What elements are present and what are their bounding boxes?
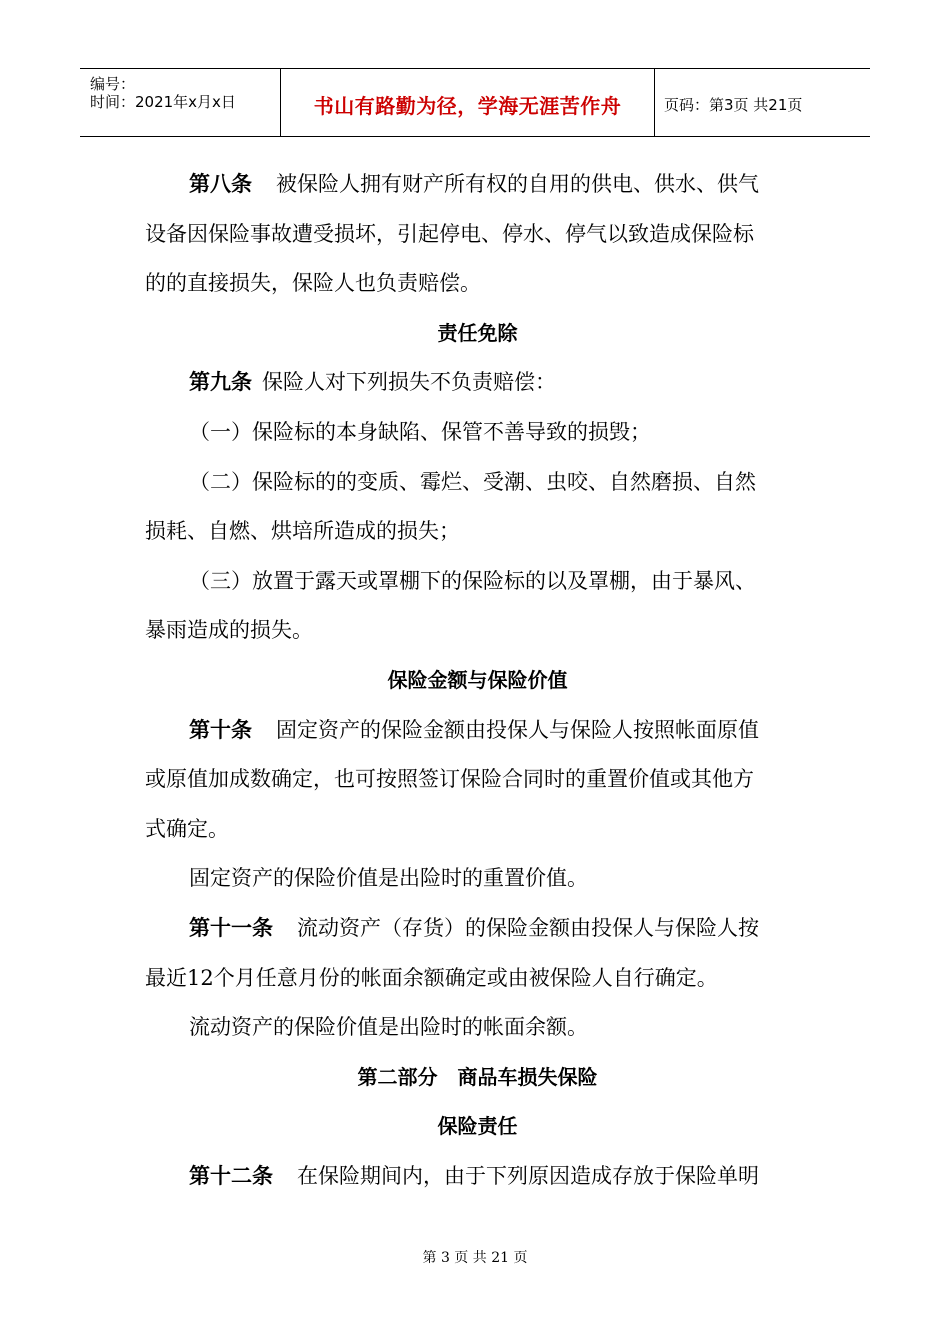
date-label: 时间：2021年x月x日 [90, 93, 236, 111]
page-header [80, 68, 870, 137]
article-8-line-2: 设备因保险事故遭受损坏，引起停电、停水、停气以致造成保险标 [145, 221, 754, 246]
serial-label: 编号： [90, 75, 136, 93]
article-10-line-1 [145, 706, 810, 756]
article-11-title: 第十一条 [189, 915, 273, 940]
article-12-line-1 [145, 1152, 810, 1202]
article-11-line-2: 最近12个月任意月份的帐面余额确定或由被保险人自行确定。 [145, 965, 718, 990]
header-page-cell [654, 69, 870, 138]
paragraph-current-asset-value: 流动资产的保险价值是出险时的帐面余额。 [189, 1015, 588, 1040]
heading-exclusions: 责任免除 [437, 320, 518, 345]
exclusion-item-2-line-2: 损耗、自燃、烘培所造成的损失； [145, 519, 460, 544]
header-meta-cell [80, 69, 280, 136]
exclusion-item-2-line-1: （二）保险标的的变质、霉烂、受潮、虫咬、自然磨损、自然 [189, 469, 756, 494]
article-11-text-1: 流动资产（存货）的保险金额由投保人与保险人按 [297, 915, 759, 940]
heading-amount-value: 保险金额与保险价值 [387, 667, 568, 692]
document-body [145, 160, 810, 1201]
article-11-line-1 [145, 904, 810, 954]
article-9-text-1: 保险人对下列损失不负责赔偿： [262, 370, 556, 395]
article-12-text-1: 在保险期间内，由于下列原因造成存放于保险单明 [297, 1163, 759, 1188]
article-9-line-1 [145, 358, 810, 408]
exclusion-item-3-line-1: （三）放置于露天或罩棚下的保险标的以及罩棚，由于暴风、 [189, 568, 756, 593]
article-10-text-1: 固定资产的保险金额由投保人与保险人按照帐面原值 [276, 717, 759, 742]
heading-liability: 保险责任 [437, 1114, 518, 1139]
article-8-line-1 [145, 160, 810, 210]
article-9-title: 第九条 [189, 370, 252, 395]
article-12-title: 第十二条 [189, 1163, 273, 1188]
header-motto-cell [280, 69, 655, 136]
heading-part-2: 第二部分 商品车损失保险 [357, 1064, 598, 1089]
header-motto: 书山有路勤为径，学海无涯苦作舟 [313, 94, 622, 118]
paragraph-fixed-asset-value: 固定资产的保险价值是出险时的重置价值。 [189, 866, 588, 891]
page-footer: 第 3 页 共 21 页 [422, 1250, 528, 1266]
article-10-line-2: 或原值加成数确定，也可按照签订保险合同时的重置价值或其他方 [145, 767, 754, 792]
article-10-title: 第十条 [189, 717, 252, 742]
header-page-info: 页码：第3页 共21页 [664, 96, 803, 114]
article-8-title: 第八条 [189, 172, 252, 196]
article-8-line-3: 的的直接损失，保险人也负责赔偿。 [145, 271, 481, 296]
article-10-line-3: 式确定。 [145, 816, 229, 841]
exclusion-item-3-line-2: 暴雨造成的损失。 [145, 618, 313, 643]
exclusion-item-1: （一）保险标的本身缺陷、保管不善导致的损毁； [189, 419, 651, 444]
article-8-text-1: 被保险人拥有财产所有权的自用的供电、供水、供气 [276, 172, 759, 196]
